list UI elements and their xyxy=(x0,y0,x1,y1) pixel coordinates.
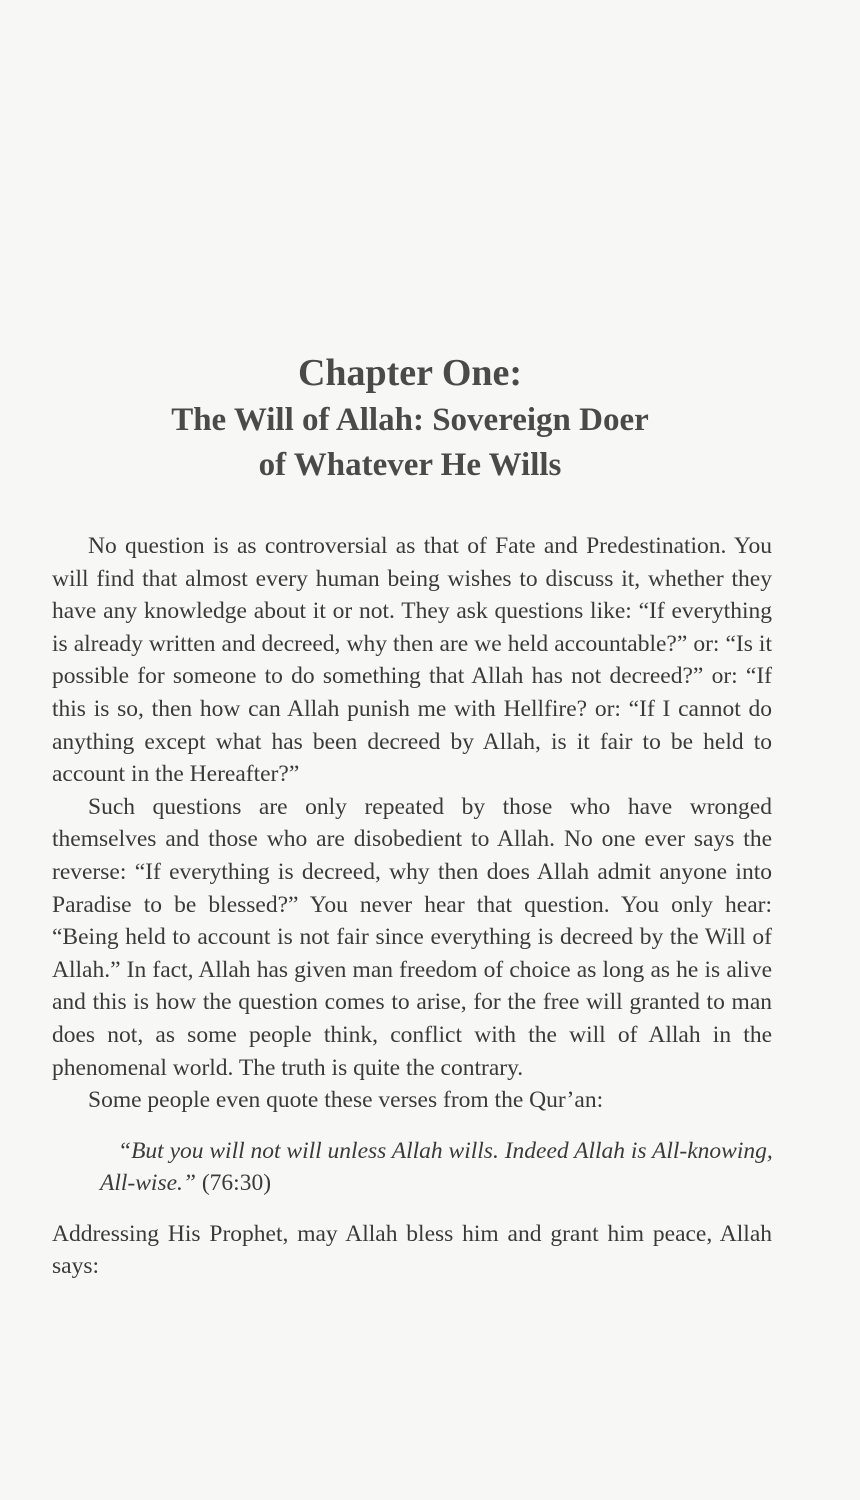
quran-quote xyxy=(100,1135,780,1200)
quran-quote-text: “But you will not will unless Allah wills. Indeed Allah is All-knowing, All-wise.” xyxy=(100,1137,773,1197)
paragraph-fate-question: No question is as controversial as that of Fate and Predestination. You will find that almost every human being wishes to discuss it, whether they have any knowledge about it or not. They ask questions like: “If everything is already written and decreed, why then are we held accountable?” or: “Is it possible for someone to do something that Allah has not decreed?” or: “If this is so, then how can Allah punish me with Hellfire? or: “If I cannot do anything except what has been decreed by Allah, is it fair to be held to account in the Hereafter?” xyxy=(52,533,772,788)
paragraph-wronged-themselves: Such questions are only repeated by those who have wronged themselves and those who are disobedient to Allah. No one ever says the reverse: “If everything is decreed, why then does Allah admit anyone into Paradise to be blessed?” You never hear that question. You only hear: “Being held to account is not fair since everything is decreed by the Will of Allah.” In fact, Allah has given man freedom of choice as long as he is alive and this is how the question comes to arise, for the free will granted to man does not, as some people think, conflict with the will of Allah in the phenomenal world. The truth is quite the contrary. xyxy=(52,793,772,1081)
quran-quote-reference: (76:30) xyxy=(195,1170,272,1197)
chapter-subtitle-line1: The Will of Allah: Sovereign Doer xyxy=(171,402,649,438)
chapter-subtitle xyxy=(0,398,820,488)
body-text xyxy=(52,530,772,1283)
paragraph-addressing-prophet: Addressing His Prophet, may Allah bless him and grant him peace, Allah says: xyxy=(52,1220,772,1280)
chapter-heading xyxy=(0,350,820,488)
chapter-subtitle-line2: of Whatever He Wills xyxy=(258,447,562,483)
paragraph-quote-intro: Some people even quote these verses from the Qur’an: xyxy=(88,1087,604,1114)
chapter-title: Chapter One: xyxy=(297,352,523,394)
